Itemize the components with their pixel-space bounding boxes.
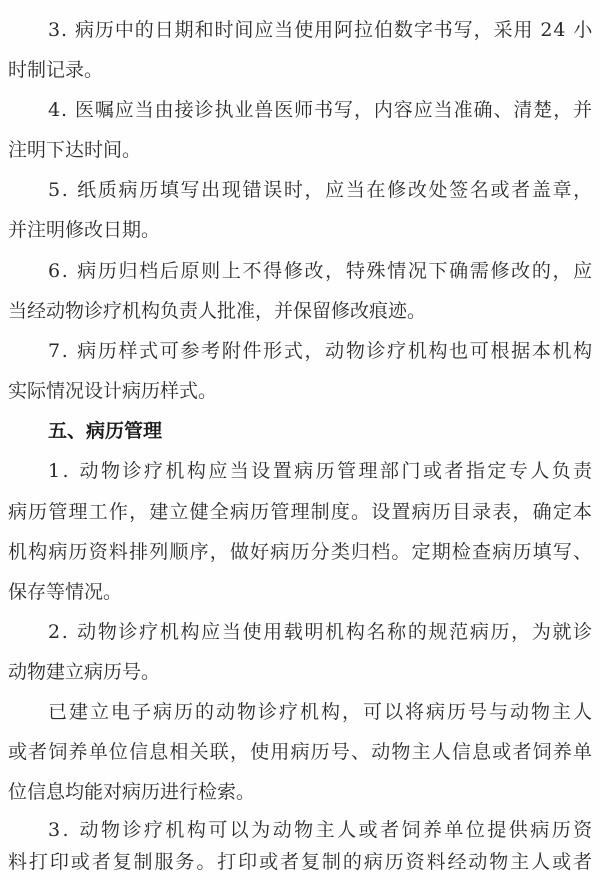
text-line: 1. 动物诊疗机构应当设置病历管理部门或者指定专人负责: [48, 460, 595, 482]
rule-4-line-1: [0, 92, 600, 128]
text-line: 机构病历资料排列顺序，做好病历分类归档。定期检查病历填写、: [8, 541, 594, 563]
mgmt-2-line-2: [0, 654, 600, 690]
mgmt-1-line-4: [0, 574, 600, 610]
rule-5-line-2: [0, 212, 600, 248]
mgmt-1-line-2: [0, 494, 600, 530]
rule-3-line-2: [0, 52, 600, 88]
text-line: 当经动物诊疗机构负责人批准，并保留修改痕迹。: [8, 300, 427, 322]
text-line: 注明下达时间。: [8, 139, 142, 161]
text-line: 3. 动物诊疗机构可以为动物主人或者饲养单位提供病历资: [48, 819, 595, 841]
text-line: 6. 病历归档后原则上不得修改，特殊情况下确需修改的，应: [48, 260, 594, 282]
section-heading: [0, 413, 600, 449]
rule-3-line-1: [0, 12, 600, 48]
mgmt-3-line-2: [0, 844, 600, 880]
text-line: 时制记录。: [8, 59, 104, 81]
mgmt-ehr-line-1: [0, 694, 600, 730]
text-line: 或者饲养单位信息相关联，使用病历号、动物主人信息或者饲养单: [8, 741, 594, 763]
text-line: 病历管理工作，建立健全病历管理制度。设置病历目录表，确定本: [8, 501, 594, 523]
text-line: 位信息均能对病历进行检索。: [8, 781, 256, 803]
text-line: 2. 动物诊疗机构应当使用载明机构名称的规范病历，为就诊: [48, 621, 594, 643]
text-line: 5. 纸质病历填写出现错误时，应当在修改处签名或者盖章，: [48, 179, 594, 201]
text-line: 4. 医嘱应当由接诊执业兽医师书写，内容应当准确、清楚，并: [48, 99, 594, 121]
rule-6-line-1: [0, 253, 600, 289]
text-line: 并注明修改日期。: [8, 219, 161, 241]
text-line: 已建立电子病历的动物诊疗机构，可以将病历号与动物主人: [48, 701, 595, 723]
text-line: 动物建立病历号。: [8, 661, 161, 683]
mgmt-ehr-line-2: [0, 734, 600, 770]
text-line: 3. 病历中的日期和时间应当使用阿拉伯数字书写，采用 24 小: [48, 19, 594, 41]
text-line: 保存等情况。: [8, 581, 123, 603]
rule-6-line-2: [0, 293, 600, 329]
text-line: 实际情况设计病历样式。: [8, 380, 218, 402]
section-title: 五、病历管理: [48, 420, 163, 442]
text-line: 料打印或者复制服务。打印或者复制的病历资料经动物主人或者: [8, 851, 594, 873]
rule-4-line-2: [0, 132, 600, 168]
mgmt-1-line-1: [0, 453, 600, 489]
rule-5-line-1: [0, 172, 600, 208]
text-line: 7. 病历样式可参考附件形式，动物诊疗机构也可根据本机构: [48, 340, 594, 362]
mgmt-2-line-1: [0, 614, 600, 650]
mgmt-3-line-1: [0, 812, 600, 848]
rule-7-line-2: [0, 373, 600, 409]
mgmt-ehr-line-3: [0, 774, 600, 810]
mgmt-1-line-3: [0, 534, 600, 570]
rule-7-line-1: [0, 333, 600, 369]
